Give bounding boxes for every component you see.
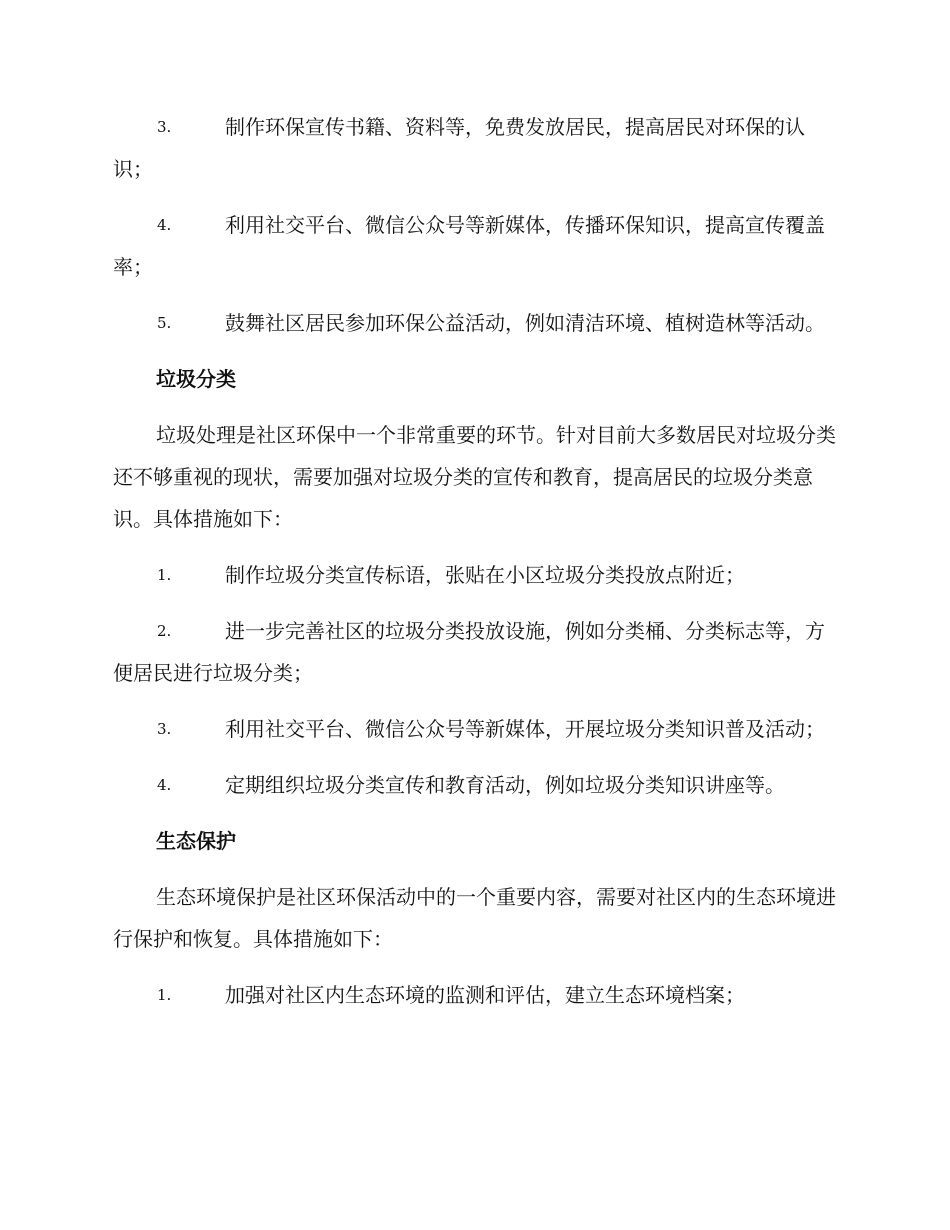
section-intro-waste: 垃圾处理是社区环保中一个非常重要的环节。针对目前大多数居民对垃圾分类还不够重视的现状，需要加强对垃圾分类的宣传和教育，提高居民的垃圾分类意识。具体措施如下： <box>113 423 836 531</box>
list-number: 3. <box>157 720 172 738</box>
section-heading-ecology: 生态保护 <box>156 829 236 853</box>
list-item-publicity-5 <box>113 302 838 344</box>
list-item-publicity-4 <box>113 204 838 288</box>
list-number: 5. <box>157 314 172 332</box>
section-intro-ecology: 生态环境保护是社区环保活动中的一个重要内容，需要对社区内的生态环境进行保护和恢复。具体措施如下： <box>113 885 836 951</box>
list-item-publicity-3 <box>113 106 838 190</box>
list-item-text: 制作环保宣传书籍、资料等，免费发放居民，提高居民对环保的认识； <box>113 115 805 181</box>
list-item-text: 利用社交平台、微信公众号等新媒体，开展垃圾分类知识普及活动； <box>225 717 825 741</box>
list-number: 2. <box>157 622 172 640</box>
list-number: 4. <box>157 216 172 234</box>
list-number: 1. <box>157 566 172 584</box>
section-heading-waste: 垃圾分类 <box>156 367 236 391</box>
list-item-text: 加强对社区内生态环境的监测和评估，建立生态环境档案； <box>225 983 745 1007</box>
list-item-text: 制作垃圾分类宣传标语，张贴在小区垃圾分类投放点附近； <box>225 563 745 587</box>
list-item-waste-3 <box>113 708 838 750</box>
list-item-waste-2 <box>113 610 838 694</box>
list-item-waste-1 <box>113 554 838 596</box>
list-number: 4. <box>157 776 172 794</box>
list-item-text: 定期组织垃圾分类宣传和教育活动，例如垃圾分类知识讲座等。 <box>225 773 785 797</box>
list-item-text: 进一步完善社区的垃圾分类投放设施，例如分类桶、分类标志等，方便居民进行垃圾分类； <box>113 619 825 685</box>
list-item-ecology-1 <box>113 974 838 1016</box>
list-item-text: 鼓舞社区居民参加环保公益活动，例如清洁环境、植树造林等活动。 <box>225 311 825 335</box>
list-number: 1. <box>157 986 172 1004</box>
list-item-text: 利用社交平台、微信公众号等新媒体，传播环保知识，提高宣传覆盖率； <box>113 213 825 279</box>
list-item-waste-4 <box>113 764 838 806</box>
list-number: 3. <box>157 118 172 136</box>
